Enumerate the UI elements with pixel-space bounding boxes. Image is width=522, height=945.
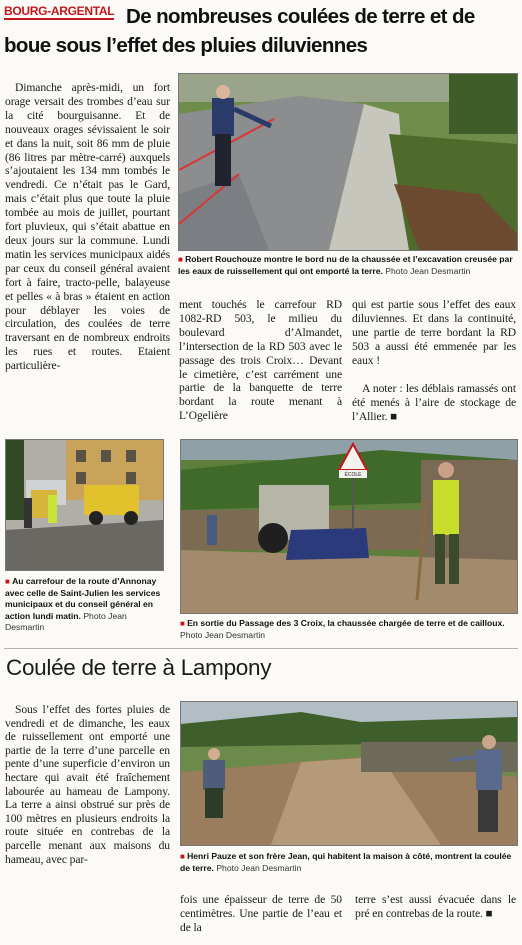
headline: De nombreuses coulées de terre et de boue sous l’effet des pluies diluviennes bbox=[4, 5, 475, 57]
photo-carrefour bbox=[5, 439, 164, 571]
photo-robert-rouchouze bbox=[178, 73, 518, 251]
caption-photo-2: ■ Au carrefour de la route d’Annonay avec celle de Saint-Julien les services municipaux et du conseil général en action lundi matin. Photo Jean Desmartin bbox=[5, 576, 161, 633]
section-divider bbox=[4, 648, 518, 649]
section-title-lampony: Coulée de terre à Lampony bbox=[6, 655, 272, 680]
caption-photo-1: ■ Robert Rouchouze montre le bord nu de la chaussée et l’excavation creusée par les eaux de ruissellement qui ont emporté la terre. Photo Jean Desmartin bbox=[178, 254, 513, 276]
caption-photo-3: ■ En sortie du Passage des 3 Croix, la chaussée chargée de terre et de cailloux. Photo Jean Desmartin bbox=[180, 618, 505, 640]
photo-passage-3-croix bbox=[180, 439, 518, 614]
article-col1: Dimanche après-midi, un fort orage versait des trombes d’eau sur la cité bourguisanne. Et de nouveaux orages sévissaient le soir et dans la nuit, soit 86 mm de pluie (86 litres par mètre-carré) auxquels s’ajoutaient les 134 mm tombés le vendredi. Ce n’était pas le Gard, mais c’était plus que toute la pluie tombée au mois de juillet, pourtant fort pluvieux, qui s’était abattue en deux jours sur la commune. Lundi matin les services municipaux aidés par ceux du conseil général avaient fort à faire, tracto-pelle, balayeuse et pelles « à bras » étaient en action pour déblayer les voies de circulation, des coulées de terre traversant en de nombreux endroits les rues et routes. Etaient particulière- bbox=[5, 81, 170, 373]
photo-lampony bbox=[180, 701, 518, 846]
lampony-col1: Sous l’effet des fortes pluies de vendredi et de dimanche, les eaux de ruissellement ont emporté une partie de la terre d’une parcelle en pente d’une superficie d’environ un hectare qui avait été fraîchement labourée au hameau de Lampony. La terre a ainsi obstrué sur près de 100 mètres en plusieurs endroits la route située en contrebas de la parcelle menant aux maisons du hameau, avec par- bbox=[5, 703, 170, 866]
lampony-col3: terre s’est aussi évacuée dans le pré en contrebas de la route. ■ bbox=[355, 893, 516, 920]
article-col3: qui est partie sous l’effet des eaux diluviennes. Et dans la continuité, une partie de terre bordant la RD 503 a aussi été emmenée par les eaux ! bbox=[352, 298, 516, 367]
sign-text: ÉCOLE bbox=[344, 472, 362, 478]
kicker: BOURG-ARGENTAL bbox=[4, 4, 115, 18]
lampony-col2: fois une épaisseur de terre de 50 centimètres. Une partie de l’eau et de la bbox=[180, 893, 342, 934]
article-col3-note: A noter : les déblais ramassés ont été menés à l’aire de stockage de l’Allier. ■ bbox=[352, 382, 516, 423]
caption-photo-4: ■ Henri Pauze et son frère Jean, qui habitent la maison à côté, montrent la coulée de terre. Photo Jean Desmartin bbox=[180, 851, 512, 873]
article-col2: ment touchés le carrefour RD 1082-RD 503, le milieu du boulevard d’Almandet, l’intersection de la RD 503 avec le passage des trois Croix… Devant le cimetière, c’est carrément une partie de la banquette de terre bordant la route menant à L’Ogelière bbox=[179, 298, 342, 423]
